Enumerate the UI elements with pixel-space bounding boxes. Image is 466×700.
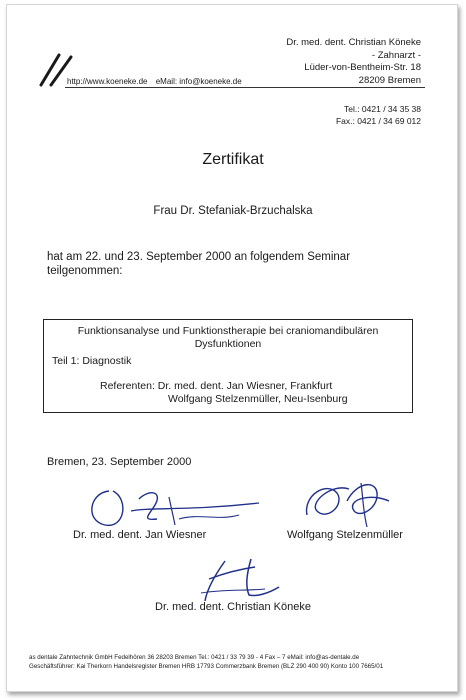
address-line: Lüder-von-Bentheim-Str. 18 (304, 62, 421, 73)
seminar-title (44, 325, 412, 351)
certificate-page (6, 4, 458, 692)
body-line: hat am 22. und 23. September 2000 an folgendem Seminar (47, 251, 351, 263)
address-line: Dr. med. dent. Christian Köneke (286, 37, 421, 48)
phone-number: Tel.: 0421 / 34 35 38 (343, 104, 421, 114)
seminar-referents: Referenten: Dr. med. dent. Jan Wiesner, Frankfurt (100, 380, 333, 392)
signer-koeneke-name: Dr. med. dent. Christian Köneke (155, 601, 311, 613)
footer-line: as dentale Zahntechnik GmbH Fedelhören 36 28203 Bremen Tel.: 0421 / 33 79 39 - 4 Fax – 7 eMail: info@as-dentale.de (29, 654, 360, 661)
certificate-body (47, 250, 407, 278)
signature-stelzenmueller (297, 471, 397, 535)
seminar-referents-cont: Wolfgang Stelzenmüller, Neu-Isenburg (168, 393, 348, 405)
signature-koeneke (195, 555, 285, 605)
email-link[interactable]: eMail: info@koeneke.de (155, 77, 242, 86)
footer-company-info (29, 653, 439, 671)
recipient-name: Frau Dr. Stefaniak-Brzuchalska (153, 205, 313, 217)
certificate-title: Zertifikat (202, 151, 264, 168)
fax-number: Fax.: 0421 / 34 69 012 (335, 116, 421, 126)
seminar-part: Teil 1: Diagnostik (52, 355, 132, 367)
body-line: teilgenommen: (47, 265, 123, 277)
practice-address (286, 37, 421, 87)
place-date: Bremen, 23. September 2000 (47, 456, 192, 468)
header-divider (65, 87, 425, 88)
website-link[interactable]: http://www.koeneke.de (67, 77, 148, 86)
address-line: - Zahnarzt - (371, 49, 421, 61)
seminar-title-line: Funktionsanalyse und Funktionstherapie bei craniomandibulären (77, 325, 379, 337)
phone-fax-block (336, 103, 421, 127)
address-line: 28209 Bremen (358, 74, 421, 86)
contact-line (67, 77, 248, 86)
signer-wiesner-name: Dr. med. dent. Jan Wiesner (73, 529, 207, 541)
footer-line: Geschäftsführer: Kai Therkorn Handelsregister Bremen HRB 17793 Commerzbank Bremen (BLZ 290 400 90) Konto 100 7665/01 (29, 663, 384, 670)
seminar-title-line: Dysfunktionen (194, 338, 262, 350)
signer-stelzenmueller-name: Wolfgang Stelzenmüller (287, 529, 403, 541)
seminar-box (43, 319, 413, 413)
